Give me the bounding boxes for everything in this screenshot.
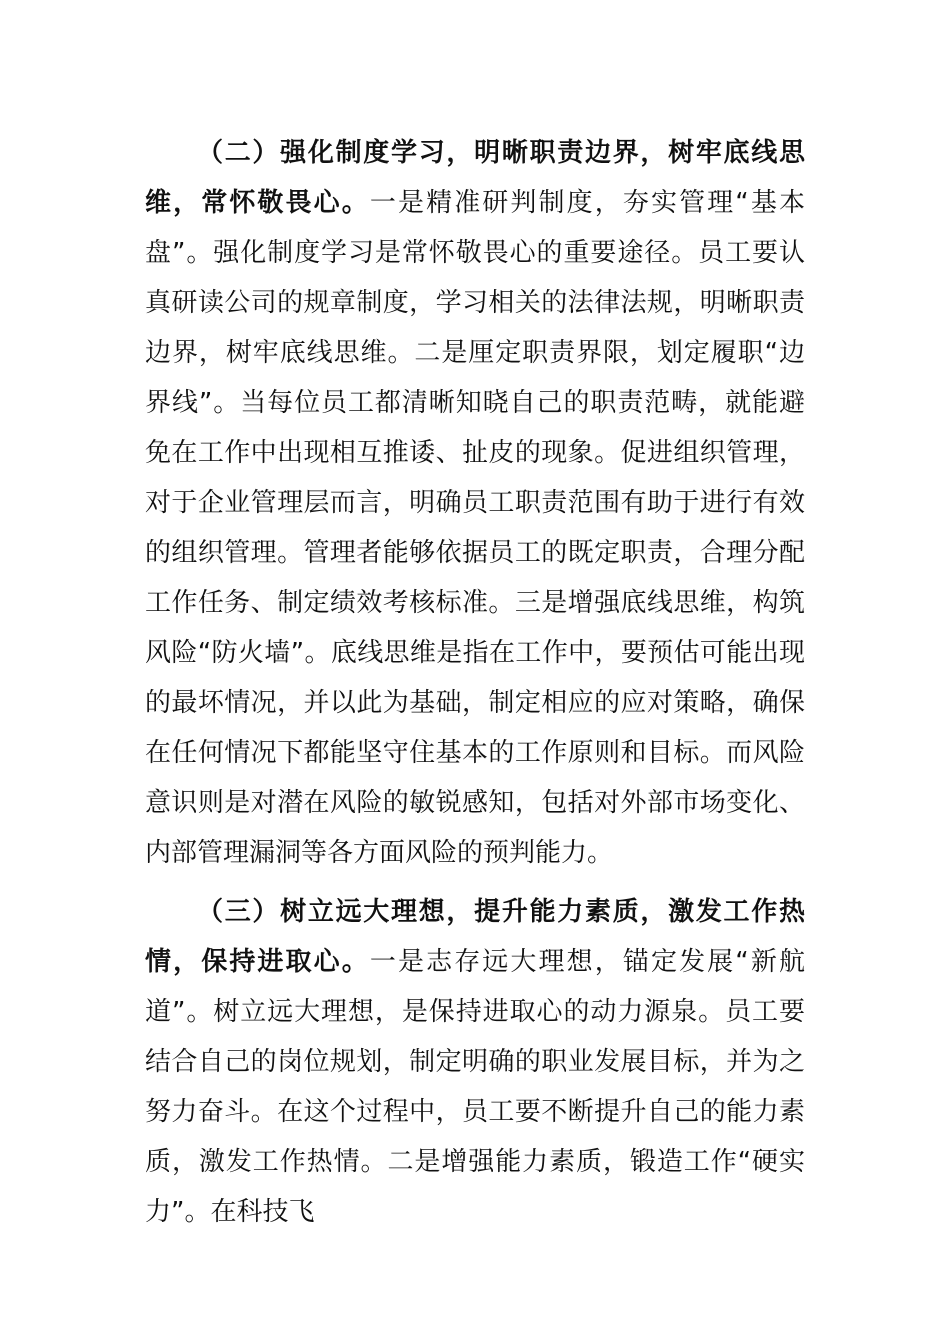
section-2-body: 一是精准研判制度，夯实管理“基本盘”。强化制度学习是常怀敬畏心的重要途径。员工要认真研读公司的规章制度，学习相关的法律法规，明晰职责边界，树牢底线思维。二是厘定职责界限，划定履职“边界线”。当每位员工都清晰知晓自己的职责范畴，就能避免在工作中出现相互推诿、扯皮的现象。促进组织管理，对于企业管理层而言，明确员工职责范围有助于进行有效的组织管理。管理者能够依据员工的既定职责，合理分配工作任务、制定绩效考核标准。三是增强底线思维，构筑风险“防火墙”。底线思维是指在工作中，要预估可能出现的最坏情况，并以此为基础，制定相应的应对策略，确保在任何情况下都能坚守住基本的工作原则和目标。而风险意识则是对潜在风险的敏锐感知，包括对外部市场变化、内部管理漏洞等各方面风险的预判能力。 <box>145 188 805 868</box>
paragraph-section-3 <box>145 887 805 1237</box>
paragraph-section-2 <box>145 128 805 878</box>
section-2-heading: （二）强化制度学习，明晰职责边界，树牢底线思维，常怀敬畏心。 <box>145 138 805 218</box>
document-body <box>145 128 805 1237</box>
section-3-body: 一是志存远大理想，锚定发展“新航道”。树立远大理想，是保持进取心的动力源泉。员工要结合自己的岗位规划，制定明确的职业发展目标，并为之努力奋斗。在这个过程中，员工要不断提升自己的能力素质，激发工作热情。二是增强能力素质，锻造工作“硬实力”。在科技飞 <box>145 947 805 1227</box>
section-3-heading: （三）树立远大理想，提升能力素质，激发工作热情，保持进取心。 <box>145 897 805 977</box>
